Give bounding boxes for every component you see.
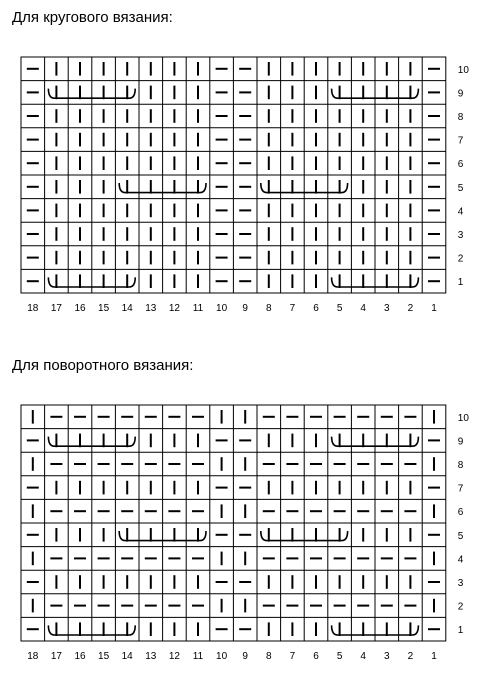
column-number: 7 — [289, 651, 296, 662]
chart-grid — [21, 57, 446, 293]
column-number: 1 — [431, 303, 437, 314]
round-knitting-heading: Для кругового вязания: — [12, 9, 173, 26]
column-number: 13 — [145, 651, 157, 662]
column-number: 9 — [242, 651, 248, 662]
column-number: 8 — [266, 303, 272, 314]
column-number: 9 — [242, 303, 248, 314]
row-number: 1 — [457, 625, 464, 637]
row-number: 8 — [457, 460, 464, 471]
row-number: 4 — [457, 554, 464, 566]
column-number: 17 — [50, 303, 62, 314]
column-number: 15 — [98, 303, 110, 314]
column-number: 2 — [407, 651, 414, 662]
flat-knitting-chart — [0, 403, 488, 673]
row-number: 3 — [457, 578, 464, 589]
column-number: 2 — [407, 303, 414, 314]
column-number: 16 — [74, 651, 86, 662]
row-number: 8 — [457, 112, 464, 123]
row-number: 4 — [457, 206, 464, 218]
column-number: 3 — [384, 303, 390, 314]
column-number: 5 — [336, 651, 343, 662]
column-number: 11 — [192, 303, 204, 314]
row-number: 2 — [457, 253, 464, 265]
column-number: 5 — [336, 303, 343, 314]
row-number: 1 — [457, 277, 464, 289]
column-number: 10 — [216, 651, 228, 662]
round-knitting-chart — [0, 55, 488, 325]
column-number: 18 — [27, 303, 39, 314]
column-number: 6 — [313, 303, 319, 314]
column-number: 13 — [145, 303, 157, 314]
row-number: 10 — [457, 64, 469, 76]
row-number: 10 — [457, 412, 469, 424]
column-number: 12 — [168, 651, 180, 662]
row-number: 5 — [457, 530, 464, 542]
column-number: 14 — [121, 303, 133, 314]
column-number: 4 — [360, 651, 366, 662]
column-number: 10 — [216, 303, 228, 314]
column-number: 17 — [50, 651, 62, 662]
column-number: 8 — [266, 651, 272, 662]
column-number: 6 — [313, 651, 319, 662]
column-number: 1 — [431, 651, 437, 662]
column-number: 11 — [192, 651, 204, 662]
column-number: 18 — [27, 651, 39, 662]
column-number: 14 — [121, 651, 133, 662]
row-number: 7 — [457, 483, 464, 495]
round-chart-svg — [0, 55, 488, 325]
flat-knitting-heading: Для поворотного вязания: — [12, 357, 194, 374]
column-number: 3 — [384, 651, 390, 662]
row-number: 2 — [457, 601, 464, 613]
column-number: 7 — [289, 303, 296, 314]
row-number: 3 — [457, 230, 464, 241]
column-number: 12 — [168, 303, 180, 314]
row-number: 9 — [457, 88, 464, 100]
row-number: 7 — [457, 135, 464, 147]
row-number: 6 — [457, 159, 464, 171]
column-number: 16 — [74, 303, 86, 314]
row-number: 9 — [457, 436, 464, 448]
column-number: 4 — [360, 303, 366, 314]
flat-chart-svg — [0, 403, 488, 673]
row-number: 5 — [457, 182, 464, 194]
row-number: 6 — [457, 507, 464, 519]
column-number: 15 — [98, 651, 110, 662]
